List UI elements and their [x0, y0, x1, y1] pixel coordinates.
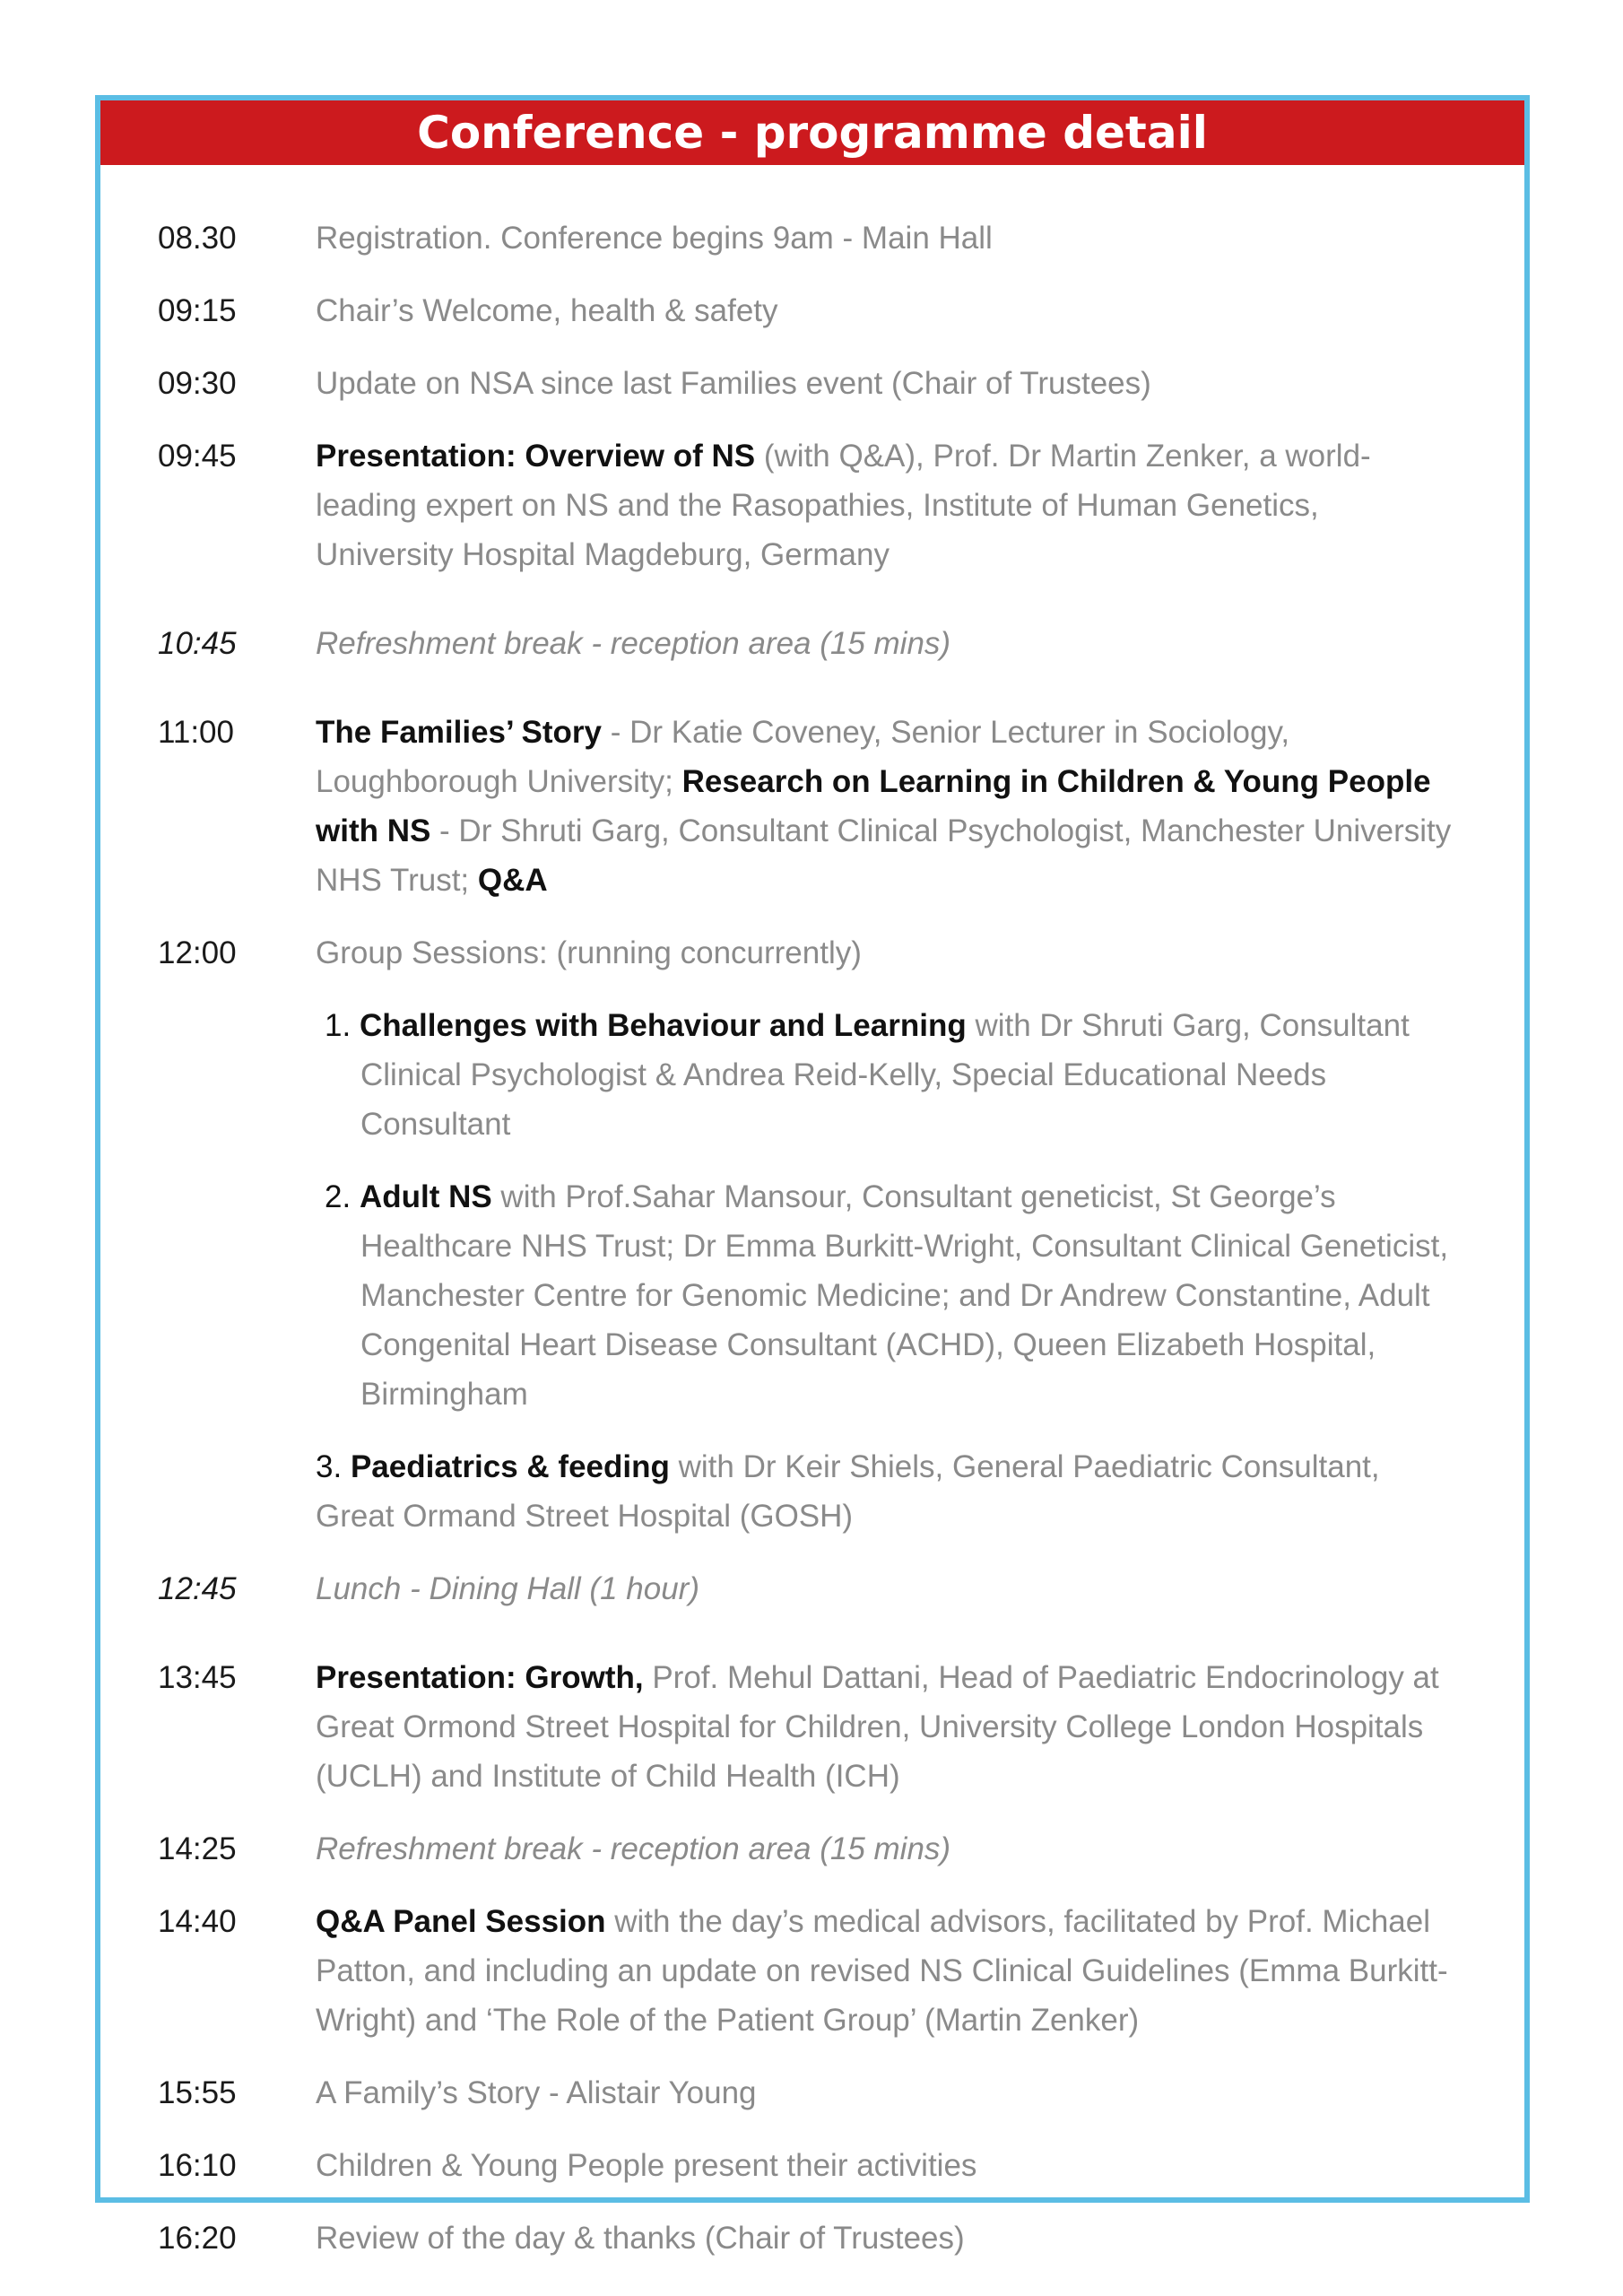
agenda-row	[158, 286, 1458, 335]
agenda-description	[316, 1897, 1458, 2045]
group-session-title: Paediatrics & feeding	[350, 1449, 670, 1484]
agenda-description	[316, 1653, 1458, 1801]
group-session-item	[316, 1442, 1458, 1541]
agenda-time: 16:10	[158, 2148, 237, 2183]
agenda-description: Chair’s Welcome, health & safety	[316, 293, 778, 328]
group-session-details: with Prof.Sahar Mansour, Consultant geneticist, St George’s Healthcare NHS Trust; Dr Emma Burkitt-Wright, Consultant Clinical Geneticist, Manchester Centre for Genomic Medicine; and Dr Andrew Constantine, Adult Congenital Heart Disease Consultant (ACHD), Queen Elizabeth Hospital, Birmingham	[360, 1179, 1449, 1412]
agenda-row	[158, 708, 1458, 905]
agenda-row	[158, 2213, 1458, 2263]
group-session-details: with Dr Shruti Garg, Consultant Clinical Psychologist & Andrea Reid-Kelly, Special Educational Needs Consultant	[360, 1008, 1410, 1142]
agenda-time: 14:25	[158, 1831, 237, 1866]
agenda-row	[158, 1653, 1458, 1801]
agenda-row	[158, 2141, 1458, 2190]
agenda-time: 08.30	[158, 221, 237, 256]
agenda-time: 14:40	[158, 1904, 237, 1939]
agenda-time: 10:45	[158, 626, 237, 661]
agenda-description: A Family’s Story - Alistair Young	[316, 2075, 757, 2110]
group-session-title: Adult NS	[359, 1179, 492, 1214]
session-title: The Families’ Story	[316, 715, 602, 750]
agenda-row-break	[158, 1824, 1458, 1874]
agenda-description: Review of the day & thanks (Chair of Trustees)	[316, 2221, 965, 2256]
session-title: Q&A	[477, 863, 548, 898]
session-details: - Dr Katie Coveney, Senior Lecturer in Sociology, Loughborough University;	[316, 715, 1290, 799]
session-title: Presentation: Overview of NS	[316, 439, 756, 474]
agenda-description: Refreshment break - reception area (15 mins)	[316, 1831, 951, 1866]
agenda-row	[158, 431, 1458, 579]
group-session-number: 2.	[325, 1179, 352, 1214]
session-title: Research on Learning in Children & Young People with NS	[316, 764, 1431, 848]
agenda-row	[158, 1897, 1458, 2045]
agenda-row-break	[158, 619, 1458, 668]
agenda-time: 16:20	[158, 2221, 237, 2256]
agenda-description: Group Sessions: (running concurrently)	[316, 935, 862, 970]
agenda-description: Refreshment break - reception area (15 mins)	[316, 626, 951, 661]
group-session-number: 1.	[325, 1008, 352, 1043]
session-details: with the day’s medical advisors, facilitated by Prof. Michael Patton, and including an update on revised NS Clinical Guidelines (Emma Burkitt-Wright) and ‘The Role of the Patient Group’ (Martin Zenker)	[316, 1904, 1448, 2038]
agenda-time: 13:45	[158, 1660, 237, 1695]
agenda-time: 12:00	[158, 935, 237, 970]
agenda-description: Lunch - Dining Hall (1 hour)	[316, 1571, 699, 1606]
agenda-time: 11:00	[158, 715, 234, 750]
agenda-description: Registration. Conference begins 9am - Main Hall	[316, 221, 993, 256]
agenda-row	[158, 359, 1458, 408]
group-session-number: 3.	[316, 1449, 343, 1484]
session-title: Presentation: Growth,	[316, 1660, 644, 1695]
group-session-item	[316, 1001, 1458, 1149]
agenda-time: 12:45	[158, 1571, 237, 1606]
session-title: Q&A Panel Session	[316, 1904, 606, 1939]
group-session-details: with Dr Keir Shiels, General Paediatric Consultant, Great Ormand Street Hospital (GOSH)	[316, 1449, 1380, 1534]
agenda-description: Children & Young People present their activities	[316, 2148, 977, 2183]
agenda-time: 09:45	[158, 439, 237, 474]
agenda-row	[158, 2068, 1458, 2118]
agenda-description	[316, 431, 1458, 579]
agenda-row-break	[158, 1564, 1458, 1613]
agenda-description	[316, 708, 1458, 905]
agenda-row	[158, 928, 1458, 978]
group-session-item	[316, 1172, 1458, 1419]
agenda-time: 09:30	[158, 366, 237, 401]
agenda-time: 15:55	[158, 2075, 237, 2110]
agenda-row	[158, 213, 1458, 263]
agenda-description: Update on NSA since last Families event (Chair of Trustees)	[316, 366, 1151, 401]
session-details: (with Q&A), Prof. Dr Martin Zenker, a world-leading expert on NS and the Rasopathies, Institute of Human Genetics, University Hospital Magdeburg, Germany	[316, 439, 1371, 572]
agenda-time: 09:15	[158, 293, 237, 328]
session-details: Prof. Mehul Dattani, Head of Paediatric Endocrinology at Great Ormond Street Hospital for Children, University College London Hospitals (UCLH) and Institute of Child Health (ICH)	[316, 1660, 1439, 1794]
page-title: Conference - programme detail	[100, 100, 1524, 165]
programme-list	[158, 213, 1458, 2286]
group-session-title: Challenges with Behaviour and Learning	[359, 1008, 967, 1043]
session-details: - Dr Shruti Garg, Consultant Clinical Psychologist, Manchester University NHS Trust;	[316, 813, 1452, 898]
